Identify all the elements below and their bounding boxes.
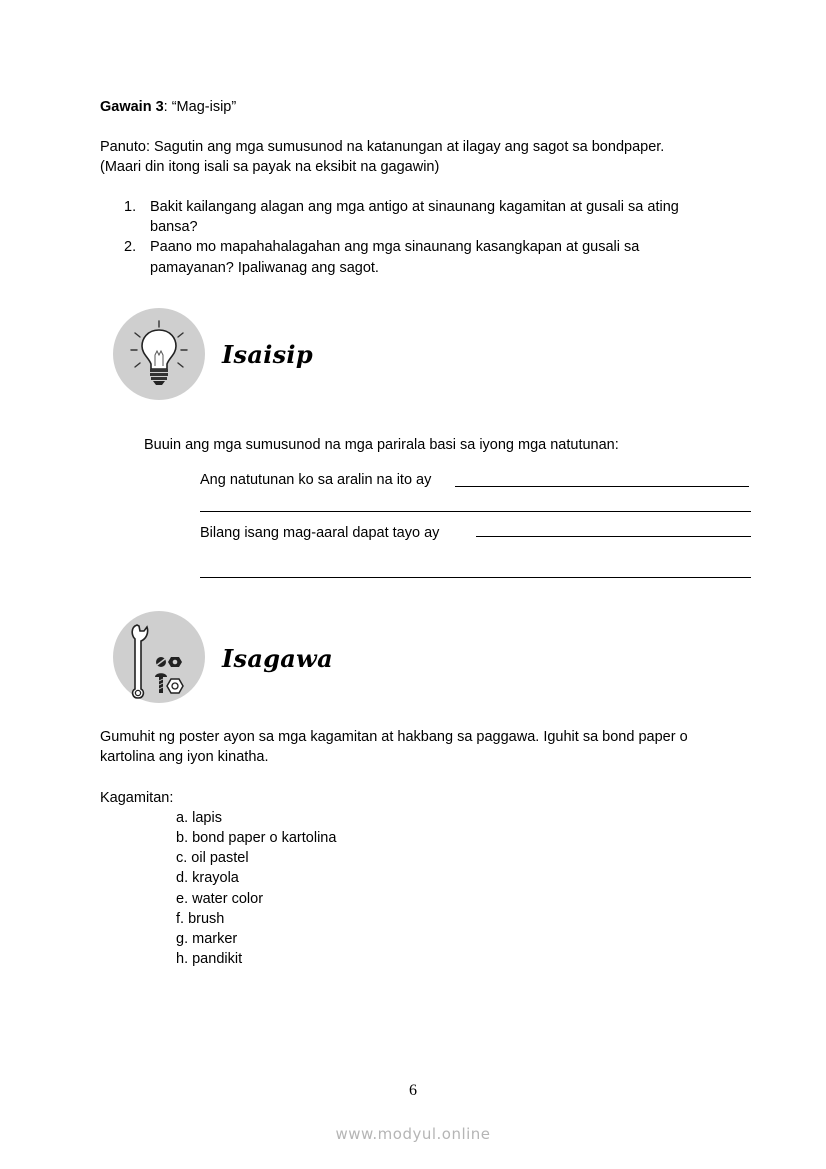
question-1-line-2: bansa? [150,219,198,235]
answer-line-3[interactable] [476,536,751,537]
material-item: d. krayola [176,870,239,886]
wrench-tools-icon [113,611,205,703]
question-number-2: 2. [124,239,137,255]
isagawa-instructions-line-1: Gumuhit ng poster ayon sa mga kagamitan at hakbang sa paggawa. Iguhit sa bond paper o [100,729,688,745]
lightbulb-icon [113,308,205,400]
section-title-isaisip: Isaisip [222,340,313,369]
section-title-isagawa: Isagawa [222,644,333,673]
material-item: a. lapis [176,810,222,826]
watermark: www.modyul.online [335,1125,491,1143]
isaisip-prompt: Buuin ang mga sumusunod na mga parirala basi sa iyong mga natutunan: [144,437,619,453]
instructions-line-2: (Maari din itong isali sa payak na eksibit na gagawin) [100,159,440,175]
activity-title: : “Mag-isip” [163,99,237,115]
answer-line-4[interactable] [200,577,751,578]
page-number: 6 [409,1082,417,1099]
material-item: b. bond paper o kartolina [176,830,337,846]
phrase-1: Ang natutunan ko sa aralin na ito ay [200,472,432,488]
instructions-line-1: Panuto: Sagutin ang mga sumusunod na katanungan at ilagay ang sagot sa bondpaper. [100,139,665,155]
materials-label: Kagamitan: [100,790,174,806]
material-item: f. brush [176,911,225,927]
question-1-line-1: Bakit kailangang alagan ang mga antigo at sinaunang kagamitan at gusali sa ating [150,199,679,215]
activity-heading [100,99,236,115]
answer-line-1[interactable] [455,486,749,487]
question-number-1: 1. [124,199,137,215]
question-2-line-1: Paano mo mapahahalagahan ang mga sinaunang kasangkapan at gusali sa [150,239,640,255]
phrase-2: Bilang isang mag-aaral dapat tayo ay [200,525,440,541]
material-item: c. oil pastel [176,850,249,866]
question-2-line-2: pamayanan? Ipaliwanag ang sagot. [150,260,379,276]
activity-label: Gawain 3 [100,99,164,115]
isagawa-instructions-line-2: kartolina ang iyon kinatha. [100,749,269,765]
material-item: e. water color [176,891,264,907]
material-item: h. pandikit [176,951,243,967]
answer-line-2[interactable] [200,511,751,512]
material-item: g. marker [176,931,238,947]
